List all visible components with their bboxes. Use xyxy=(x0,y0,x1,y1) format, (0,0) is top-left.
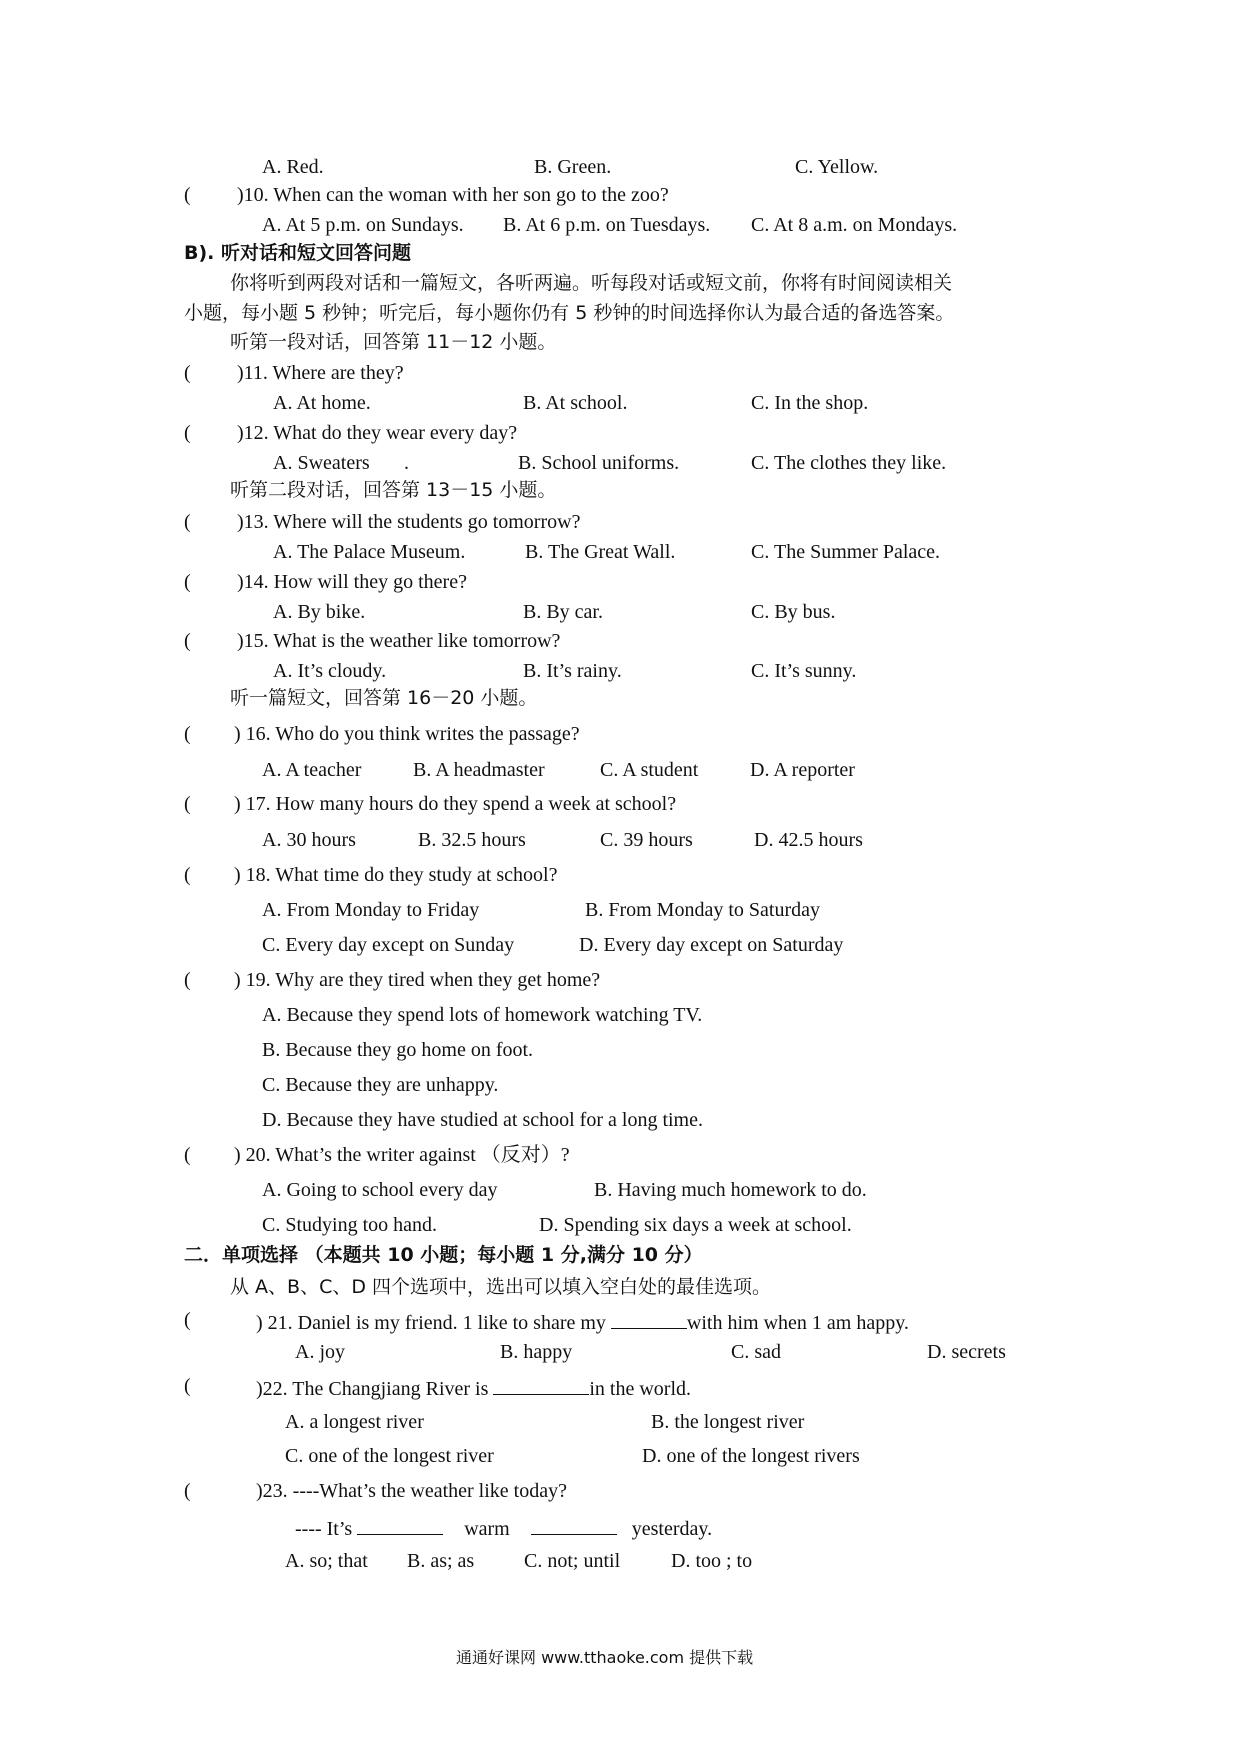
q16-option-b: B. A headmaster xyxy=(413,759,545,781)
q17-paren: ( xyxy=(184,793,191,815)
q16-option-d: D. A reporter xyxy=(750,759,855,781)
q11-paren: ( xyxy=(184,362,191,384)
q19-option-d: D. Because they have studied at school for a long time. xyxy=(262,1109,703,1131)
q10-option-c: C. At 8 a.m. on Mondays. xyxy=(751,214,958,236)
q15-option-b: B. It’s rainy. xyxy=(523,660,622,682)
q12-option-a: A. Sweaters xyxy=(273,452,370,474)
q20-option-a: A. Going to school every day xyxy=(262,1179,498,1201)
q16-paren: ( xyxy=(184,723,191,745)
q23-stem: )23. ----What’s the weather like today? xyxy=(256,1480,567,1502)
q21-stem-end: with him when 1 am happy. xyxy=(686,1312,909,1334)
q21-paren: ( xyxy=(184,1309,191,1331)
q16-option-c: C. A student xyxy=(600,759,699,781)
section-b-instruction-2: 小题，每小题 5 秒钟；听完后，每小题你仍有 5 秒钟的时间选择你认为最合适的备选答案。 xyxy=(184,302,955,324)
q23-option-b: B. as; as xyxy=(407,1550,475,1572)
q10-paren: ( xyxy=(184,184,191,206)
q10-option-a: A. At 5 p.m. on Sundays. xyxy=(262,214,464,236)
q17-option-d: D. 42.5 hours xyxy=(754,829,863,851)
q14-option-a: A. By bike. xyxy=(273,601,366,623)
q19-option-b: B. Because they go home on foot. xyxy=(262,1039,534,1061)
q9-option-a: A. Red. xyxy=(262,156,324,178)
q11-option-b: B. At school. xyxy=(523,392,628,414)
q17-stem: ) 17. How many hours do they spend a week at school? xyxy=(234,793,677,815)
q23-answer-blank-2[interactable] xyxy=(531,1516,617,1535)
q15-option-a: A. It’s cloudy. xyxy=(273,660,387,682)
q19-stem: ) 19. Why are they tired when they get home? xyxy=(234,969,601,991)
q12-option-b: B. School uniforms. xyxy=(518,452,680,474)
q23-answer-blank-1[interactable] xyxy=(357,1516,443,1535)
q22-answer-blank[interactable] xyxy=(493,1376,589,1395)
q11-stem: )11. Where are they? xyxy=(237,362,404,384)
q18-option-b: B. From Monday to Saturday xyxy=(585,899,820,921)
q16-option-a: A. A teacher xyxy=(262,759,362,781)
q12-stray-dot: . xyxy=(404,452,409,474)
q22-stem xyxy=(256,1376,691,1399)
q22-stem-end: in the world. xyxy=(589,1378,692,1400)
q21-stem-start: ) 21. Daniel is my friend. 1 like to share my xyxy=(256,1312,606,1334)
dialog-1-instruction: 听第一段对话，回答第 11－12 小题。 xyxy=(230,331,557,353)
q20-option-d: D. Spending six days a week at school. xyxy=(539,1214,852,1236)
q19-option-a: A. Because they spend lots of homework watching TV. xyxy=(262,1004,703,1026)
q13-option-c: C. The Summer Palace. xyxy=(751,541,941,563)
q13-option-a: A. The Palace Museum. xyxy=(273,541,466,563)
q14-paren: ( xyxy=(184,571,191,593)
q13-stem: )13. Where will the students go tomorrow? xyxy=(237,511,581,533)
q23-paren: ( xyxy=(184,1480,191,1502)
q10-option-b: B. At 6 p.m. on Tuesdays. xyxy=(503,214,711,236)
q21-answer-blank[interactable] xyxy=(611,1310,687,1329)
q19-paren: ( xyxy=(184,969,191,991)
q21-option-a: A. joy xyxy=(295,1341,345,1363)
q20-stem: ) 20. What’s the writer against （反对）? xyxy=(234,1144,570,1166)
q18-paren: ( xyxy=(184,864,191,886)
section-b-heading: B). 听对话和短文回答问题 xyxy=(184,242,411,264)
q13-paren: ( xyxy=(184,511,191,533)
q20-paren: ( xyxy=(184,1144,191,1166)
section-2-heading: 二．单项选择 （本题共 10 小题；每小题 1 分,满分 10 分） xyxy=(184,1244,703,1266)
passage-instruction: 听一篇短文，回答第 16－20 小题。 xyxy=(230,687,538,709)
q23-answer-line xyxy=(295,1516,712,1539)
q11-option-a: A. At home. xyxy=(273,392,371,414)
q9-option-c: C. Yellow. xyxy=(795,156,879,178)
dialog-2-instruction: 听第二段对话，回答第 13－15 小题。 xyxy=(230,479,557,501)
q22-option-c: C. one of the longest river xyxy=(285,1445,494,1467)
q18-option-d: D. Every day except on Saturday xyxy=(579,934,844,956)
q22-paren: ( xyxy=(184,1375,191,1397)
section-2-instruction: 从 A、B、C、D 四个选项中，选出可以填入空白处的最佳选项。 xyxy=(230,1276,772,1298)
q17-option-a: A. 30 hours xyxy=(262,829,356,851)
q23-option-a: A. so; that xyxy=(285,1550,368,1572)
q22-option-b: B. the longest river xyxy=(651,1411,805,1433)
q9-option-b: B. Green. xyxy=(534,156,612,178)
q15-paren: ( xyxy=(184,630,191,652)
q21-stem xyxy=(256,1310,909,1333)
q21-option-b: B. happy xyxy=(500,1341,573,1363)
q19-option-c: C. Because they are unhappy. xyxy=(262,1074,499,1096)
q13-option-b: B. The Great Wall. xyxy=(525,541,676,563)
q16-stem: ) 16. Who do you think writes the passage? xyxy=(234,723,580,745)
section-b-instruction-1: 你将听到两段对话和一篇短文，各听两遍。听每段对话或短文前，你将有时间阅读相关 xyxy=(230,272,953,294)
q15-stem: )15. What is the weather like tomorrow? xyxy=(237,630,561,652)
q11-option-c: C. In the shop. xyxy=(751,392,869,414)
q15-option-c: C. It’s sunny. xyxy=(751,660,857,682)
q12-stem: )12. What do they wear every day? xyxy=(237,422,518,444)
q22-stem-start: )22. The Changjiang River is xyxy=(256,1378,489,1400)
q22-option-a: A. a longest river xyxy=(285,1411,424,1433)
q23-answer-start: ---- It’s xyxy=(295,1518,353,1540)
q18-option-c: C. Every day except on Sunday xyxy=(262,934,515,956)
q23-answer-end: yesterday. xyxy=(631,1518,713,1540)
q23-option-c: C. not; until xyxy=(524,1550,621,1572)
q14-option-b: B. By car. xyxy=(523,601,603,623)
q17-option-c: C. 39 hours xyxy=(600,829,693,851)
q20-option-b: B. Having much homework to do. xyxy=(594,1179,867,1201)
q12-option-c: C. The clothes they like. xyxy=(751,452,947,474)
q17-option-b: B. 32.5 hours xyxy=(418,829,526,851)
q23-option-d: D. too ; to xyxy=(671,1550,753,1572)
q21-option-d: D. secrets xyxy=(927,1341,1006,1363)
q20-option-c: C. Studying too hand. xyxy=(262,1214,438,1236)
q21-option-c: C. sad xyxy=(731,1341,781,1363)
page-footer: 通通好课网 www.tthaoke.com 提供下载 xyxy=(456,1648,754,1667)
q10-stem: )10. When can the woman with her son go to the zoo? xyxy=(237,184,669,206)
q23-answer-middle: warm xyxy=(464,1518,510,1540)
q14-option-c: C. By bus. xyxy=(751,601,836,623)
q18-option-a: A. From Monday to Friday xyxy=(262,899,480,921)
q14-stem: )14. How will they go there? xyxy=(237,571,467,593)
q18-stem: ) 18. What time do they study at school? xyxy=(234,864,558,886)
q22-option-d: D. one of the longest rivers xyxy=(642,1445,860,1467)
q12-paren: ( xyxy=(184,422,191,444)
